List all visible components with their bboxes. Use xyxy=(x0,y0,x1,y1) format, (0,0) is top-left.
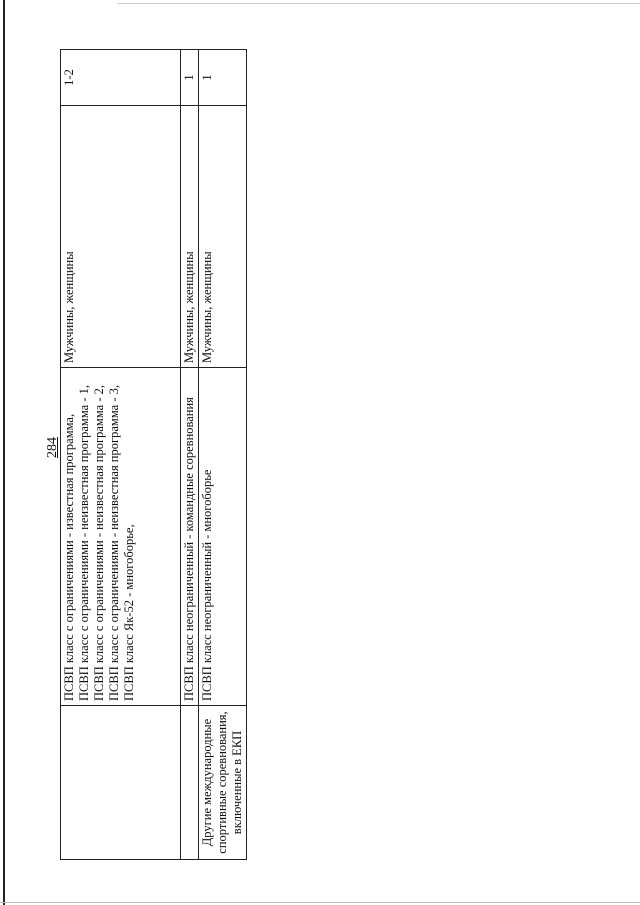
discipline-cell: ПСВП класс неограниченный - многоборье xyxy=(199,368,247,706)
table-row xyxy=(199,50,247,860)
sex-cell: Мужчины, женщины xyxy=(181,106,199,368)
count-cell: 1 xyxy=(181,50,199,106)
table-row xyxy=(61,50,181,860)
event-cell xyxy=(61,706,181,860)
event-cell xyxy=(181,706,199,860)
page-top-edge xyxy=(118,3,640,4)
sex-cell: Мужчины, женщины xyxy=(61,106,181,368)
sex-cell: Мужчины, женщины xyxy=(199,106,247,368)
discipline-cell xyxy=(61,368,181,706)
discipline-line: ПСВП класс Як-52 - многоборье, xyxy=(122,524,136,701)
discipline-line: ПСВП класс с ограничениями - неизвестная программа - 1, xyxy=(77,385,91,701)
discipline-cell: ПСВП класс неограниченный - командные соревнования xyxy=(181,368,199,706)
count-cell: 1 xyxy=(199,50,247,106)
discipline-line: ПСВП класс с ограничениями - неизвестная программа - 2, xyxy=(92,385,106,701)
count-cell: 1-2 xyxy=(61,50,181,106)
rotated-page-content xyxy=(45,50,244,860)
table-row xyxy=(181,50,199,860)
discipline-line: ПСВП класс с ограничениями - неизвестная программа - 3, xyxy=(107,385,121,701)
competition-table xyxy=(60,49,247,860)
page-number: 284 xyxy=(45,437,60,458)
page-left-edge xyxy=(3,0,5,905)
discipline-line: ПСВП класс с ограничениями - известная программа, xyxy=(62,413,76,701)
page-bottom-edge xyxy=(0,902,640,903)
event-cell: Другие международные спортивные соревнования, включенные в ЕКП xyxy=(199,706,247,860)
